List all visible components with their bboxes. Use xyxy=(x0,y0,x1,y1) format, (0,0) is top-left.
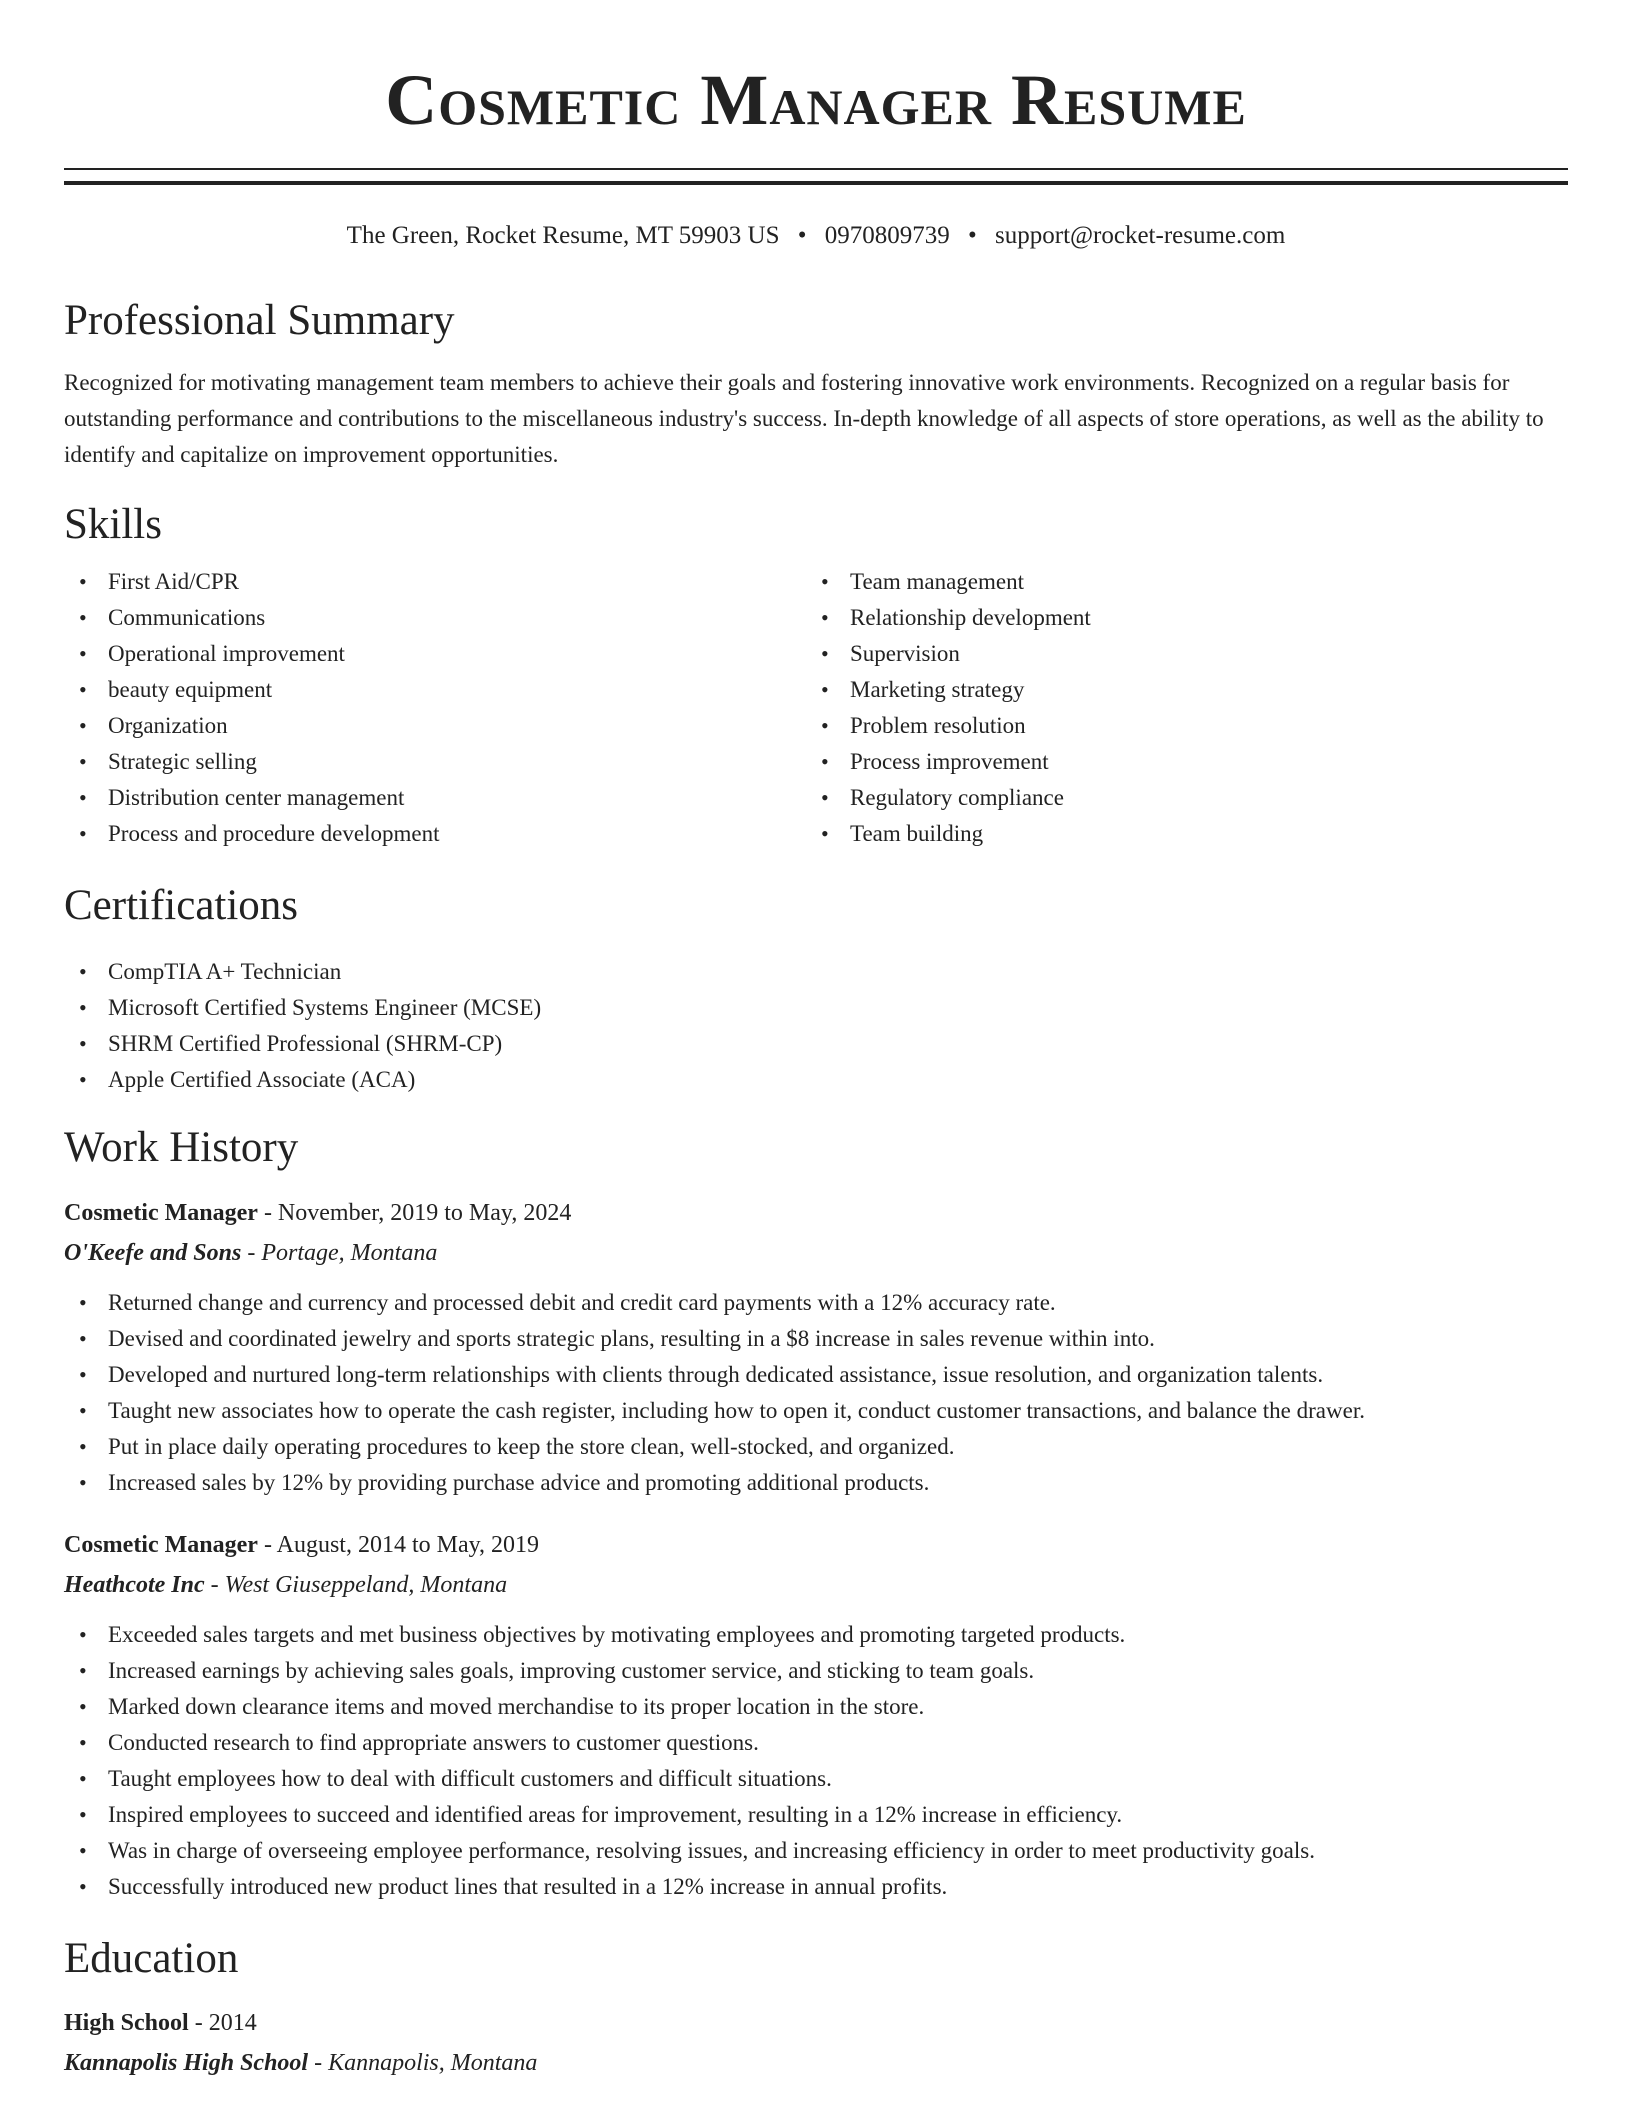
contact-address: The Green, Rocket Resume, MT 59903 US xyxy=(346,222,780,249)
job-bullet: • Successfully introduced new product lines that resulted in a 12% increase in annual profits. xyxy=(64,1869,1568,1905)
skill-item: • Process and procedure development xyxy=(64,816,806,852)
title-divider xyxy=(64,168,1568,185)
contact-phone: 0970809739 xyxy=(824,222,950,249)
section-title-education: Education xyxy=(64,1935,239,1983)
summary-text: Recognized for motivating management team members to achieve their goals and fostering innovative work environments. Recognized on a regular basis for outstanding performance and contributions to the miscellaneous industry's success. In-depth knowledge of all aspects of store operations, as well as the ability to identify and capitalize on improvement opportunities. xyxy=(64,369,1544,467)
job-bullet: • Conducted research to find appropriate answers to customer questions. xyxy=(64,1725,1568,1761)
job-title-line xyxy=(64,1193,1568,1233)
job-bullet: • Taught employees how to deal with difficult customers and difficult situations. xyxy=(64,1761,1568,1797)
skills-list-right xyxy=(806,564,1548,852)
job-bullet: • Inspired employees to succeed and identified areas for improvement, resulting in a 12% increase in efficiency. xyxy=(64,1797,1568,1833)
job-bullet: • Exceeded sales targets and met business objectives by motivating employees and promoting targeted products. xyxy=(64,1617,1568,1653)
skill-item: • beauty equipment xyxy=(64,672,806,708)
skill-item: • Distribution center management xyxy=(64,780,806,816)
job-location: - Portage, Montana xyxy=(241,1240,438,1267)
certifications-list xyxy=(64,954,1568,1098)
job-entry xyxy=(64,1193,1568,1501)
job-company-line xyxy=(64,1233,1568,1273)
section-title-skills: Skills xyxy=(64,500,162,548)
section-title-summary: Professional Summary xyxy=(64,297,455,344)
education-school: Kannapolis High School xyxy=(64,2049,309,2076)
job-bullet: • Put in place daily operating procedures to keep the store clean, well-stocked, and organized. xyxy=(64,1429,1568,1465)
certification-item: • Apple Certified Associate (ACA) xyxy=(64,1062,1568,1098)
skill-item: • Regulatory compliance xyxy=(806,780,1548,816)
job-bullet: • Increased sales by 12% by providing purchase advice and promoting additional products. xyxy=(64,1465,1568,1501)
skills-list-left xyxy=(64,564,806,852)
job-bullet: • Increased earnings by achieving sales goals, improving customer service, and sticking to team goals. xyxy=(64,1653,1568,1689)
skills-grid xyxy=(64,564,1568,852)
skill-item: • Communications xyxy=(64,600,806,636)
skill-item: • Marketing strategy xyxy=(806,672,1548,708)
education-location: - Kannapolis, Montana xyxy=(308,2049,538,2076)
skill-item: • Supervision xyxy=(806,636,1548,672)
skill-item: • Team building xyxy=(806,816,1548,852)
education-degree: High School xyxy=(64,2009,189,2036)
job-bullet: • Returned change and currency and processed debit and credit card payments with a 12% accuracy rate. xyxy=(64,1285,1568,1321)
job-company: O'Keefe and Sons xyxy=(64,1240,242,1267)
skill-item: • Relationship development xyxy=(806,600,1548,636)
job-company: Heathcote Inc xyxy=(64,1572,205,1599)
job-bullet: • Was in charge of overseeing employee performance, resolving issues, and increasing efficiency in order to meet productivity goals. xyxy=(64,1833,1568,1869)
skill-item: • Team management xyxy=(806,564,1548,600)
education-entry xyxy=(64,2003,1568,2083)
resume-title: Cosmetic Manager Resume xyxy=(385,60,1247,140)
job-bullets xyxy=(64,1285,1568,1501)
job-bullet: • Marked down clearance items and moved merchandise to its proper location in the store. xyxy=(64,1689,1568,1725)
job-bullet: • Developed and nurtured long-term relationships with clients through dedicated assistance, issue resolution, and organization talents. xyxy=(64,1357,1568,1393)
section-title-work-history: Work History xyxy=(64,1123,299,1171)
skill-item: • Problem resolution xyxy=(806,708,1548,744)
section-title-certifications: Certifications xyxy=(64,882,299,930)
education-school-line xyxy=(64,2043,1568,2083)
contact-separator: • xyxy=(797,222,807,249)
skill-item: • Strategic selling xyxy=(64,744,806,780)
job-role: Cosmetic Manager xyxy=(64,1200,258,1227)
skill-item: • Operational improvement xyxy=(64,636,806,672)
contact-email: support@rocket-resume.com xyxy=(995,222,1286,249)
job-role: Cosmetic Manager xyxy=(64,1532,258,1559)
contact-line xyxy=(64,221,1568,251)
skill-item: • Organization xyxy=(64,708,806,744)
job-title-line xyxy=(64,1525,1568,1565)
job-location: - West Giuseppeland, Montana xyxy=(204,1572,508,1599)
job-dates: - November, 2019 to May, 2024 xyxy=(257,1200,572,1227)
job-dates: - August, 2014 to May, 2019 xyxy=(257,1532,540,1559)
certification-item: • SHRM Certified Professional (SHRM-CP) xyxy=(64,1026,1568,1062)
education-degree-line xyxy=(64,2003,1568,2043)
job-company-line xyxy=(64,1565,1568,1605)
job-entry xyxy=(64,1525,1568,1905)
job-bullets xyxy=(64,1617,1568,1905)
skill-item: • Process improvement xyxy=(806,744,1548,780)
job-bullet: • Taught new associates how to operate the cash register, including how to open it, conduct customer transactions, and balance the drawer. xyxy=(64,1393,1568,1429)
certification-item: • Microsoft Certified Systems Engineer (MCSE) xyxy=(64,990,1568,1026)
contact-separator: • xyxy=(968,222,977,249)
skill-item: • First Aid/CPR xyxy=(64,564,806,600)
job-bullet: • Devised and coordinated jewelry and sports strategic plans, resulting in a $8 increase in sales revenue within into. xyxy=(64,1321,1568,1357)
certification-item: • CompTIA A+ Technician xyxy=(64,954,1568,990)
education-year: - 2014 xyxy=(188,2009,257,2036)
